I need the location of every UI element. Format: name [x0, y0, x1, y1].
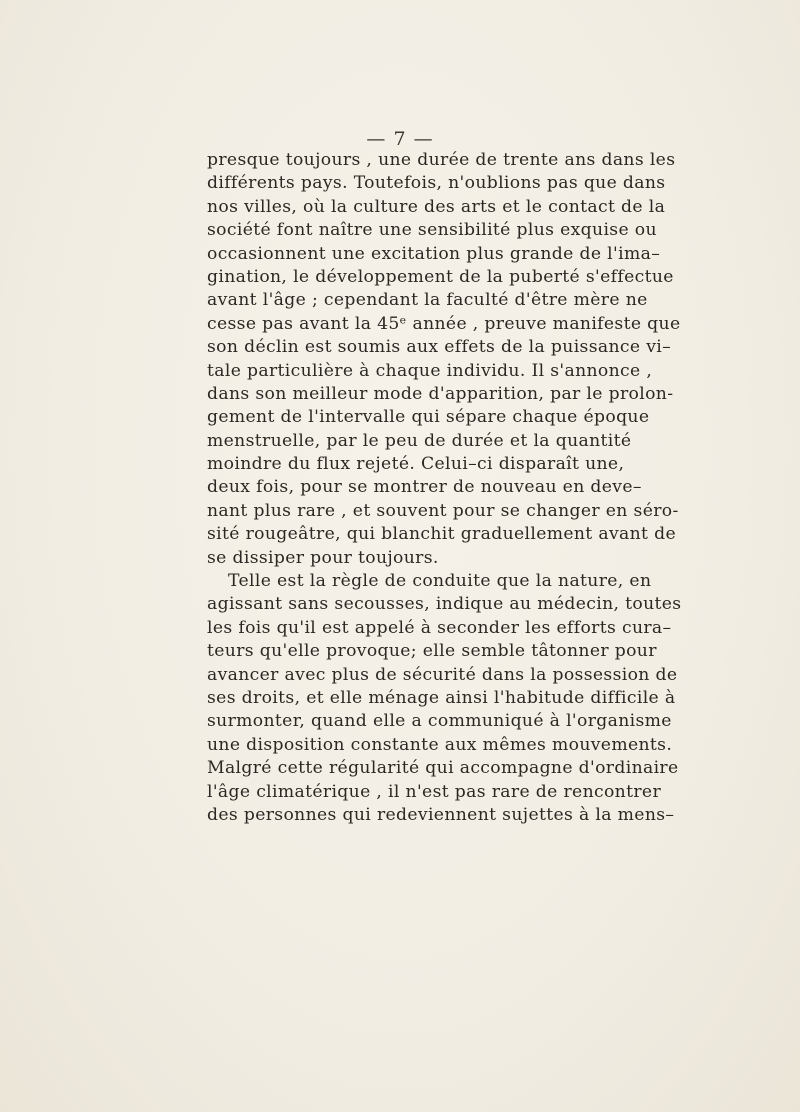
text-line: société font naître une sensibilité plus exquise ou — [207, 220, 657, 241]
text-line: une disposition constante aux mêmes mouvements. — [207, 734, 673, 755]
text-line: des personnes qui redeviennent sujettes à la mens– — [207, 804, 675, 825]
text-line: gination, le développement de la puberté s'effectue — [207, 266, 674, 287]
paragraph-start-line: Telle est la règle de conduite que la nature, en — [228, 571, 652, 592]
paragraph-end-line: se dissiper pour toujours. — [207, 547, 439, 568]
page-number: — 7 — — [366, 128, 434, 150]
text-line: avancer avec plus de sécurité dans la possession de — [207, 664, 678, 685]
text-line: agissant sans secousses, indique au médecin, toutes — [207, 594, 682, 615]
text-line: ses droits, et elle ménage ainsi l'habitude difficile à — [207, 687, 676, 708]
text-line: moindre du flux rejeté. Celui–ci disparaît une, — [207, 454, 625, 475]
text-line: gement de l'intervalle qui sépare chaque époque — [207, 407, 650, 428]
text-line: presque toujours , une durée de trente ans dans les — [207, 150, 676, 170]
text-line: cesse pas avant la 45ᵉ année , preuve manifeste que — [207, 313, 681, 334]
text-line: deux fois, pour se montrer de nouveau en deve– — [207, 477, 642, 498]
text-line: son déclin est soumis aux effets de la puissance vi– — [207, 337, 672, 358]
text-line: tale particulière à chaque individu. Il s'annonce , — [207, 360, 653, 381]
text-line: Malgré cette régularité qui accompagne d'ordinaire — [207, 758, 679, 779]
text-line: avant l'âge ; cependant la faculté d'être mère ne — [207, 290, 648, 311]
body-text — [207, 149, 682, 827]
text-line: menstruelle, par le peu de durée et la quantité — [207, 430, 632, 451]
text-line: sité rougeâtre, qui blanchit graduellement avant de — [207, 524, 676, 545]
text-line: teurs qu'elle provoque; elle semble tâtonner pour — [207, 641, 657, 662]
text-line: nos villes, où la culture des arts et le contact de la — [207, 196, 666, 217]
text-line: occasionnent une excitation plus grande de l'ima– — [207, 243, 661, 264]
text-line: dans son meilleur mode d'apparition, par le prolon- — [207, 383, 674, 404]
text-line: nant plus rare , et souvent pour se changer en séro- — [207, 500, 679, 521]
text-line: l'âge climatérique , il n'est pas rare de rencontrer — [207, 781, 662, 802]
text-line: les fois qu'il est appelé à seconder les efforts cura– — [207, 617, 672, 638]
text-line: différents pays. Toutefois, n'oublions pas que dans — [207, 173, 666, 194]
text-line: surmonter, quand elle a communiqué à l'organisme — [207, 711, 672, 732]
